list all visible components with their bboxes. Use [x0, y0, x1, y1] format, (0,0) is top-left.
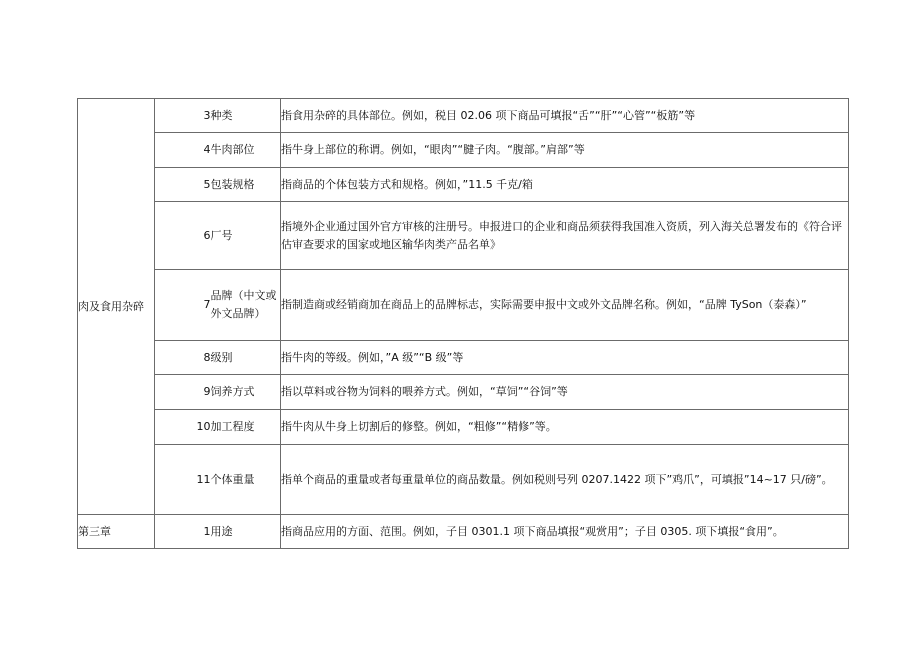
item-name: 牛肉部位 [211, 133, 281, 168]
item-description: 指境外企业通过国外官方审核的注册号。申报进口的企业和商品须获得我国准入资质，列入海关总署发布的《符合评估审查要求的国家或地区输华肉类产品名单》 [281, 202, 849, 270]
item-description: 指商品的个体包装方式和规格。例如，”11.5 千克/箱 [281, 168, 849, 202]
item-description: 指牛身上部位的称谓。例如，“眼肉”“腱子肉。“腹部。”肩部”等 [281, 133, 849, 168]
item-description: 指牛肉从牛身上切割后的修整。例如，“粗修”“精修”等。 [281, 410, 849, 445]
item-description: 指商品应用的方面、范围。例如，子目 0301.1 项下商品填报“观赏用”；子目 0305. 项下填报“食用”。 [281, 515, 849, 549]
row-number: 4 [155, 133, 211, 168]
row-number: 8 [155, 341, 211, 375]
row-number: 6 [155, 202, 211, 270]
item-description: 指制造商或经销商加在商品上的品牌标志，实际需要申报中文或外文品牌名称。例如，“品牌 TySon（泰森）” [281, 270, 849, 341]
item-name: 饲养方式 [211, 375, 281, 410]
item-name: 用途 [211, 515, 281, 549]
row-number: 5 [155, 168, 211, 202]
table-row [78, 341, 849, 375]
row-number: 1 [155, 515, 211, 549]
category-cell: 肉及食用杂碎 [78, 99, 155, 515]
row-number: 3 [155, 99, 211, 133]
item-name: 包装规格 [211, 168, 281, 202]
item-description: 指单个商品的重量或者每重量单位的商品数量。例如税则号列 0207.1422 项下”鸡爪”，可填报”14~17 只/磅”。 [281, 445, 849, 515]
row-number: 7 [155, 270, 211, 341]
spec-table [77, 98, 849, 549]
item-description: 指以草料或谷物为饲料的喂养方式。例如，“草饲”“谷饲”等 [281, 375, 849, 410]
table-row [78, 410, 849, 445]
table-row [78, 99, 849, 133]
table-row [78, 133, 849, 168]
item-name: 品牌（中文或外文品牌） [211, 270, 281, 341]
item-name: 厂号 [211, 202, 281, 270]
item-name: 个体重量 [211, 445, 281, 515]
row-number: 10 [155, 410, 211, 445]
table-row [78, 270, 849, 341]
item-name: 加工程度 [211, 410, 281, 445]
item-name: 级别 [211, 341, 281, 375]
table-row [78, 445, 849, 515]
row-number: 11 [155, 445, 211, 515]
table-row [78, 168, 849, 202]
category-cell: 第三章 [78, 515, 155, 549]
table-row [78, 375, 849, 410]
item-description: 指食用杂碎的具体部位。例如，税目 02.06 项下商品可填报“舌”“肝”“心管”“板筋”等 [281, 99, 849, 133]
item-name: 种类 [211, 99, 281, 133]
table-row [78, 515, 849, 549]
item-description: 指牛肉的等级。例如，”A 级”“B 级”等 [281, 341, 849, 375]
table-row [78, 202, 849, 270]
row-number: 9 [155, 375, 211, 410]
